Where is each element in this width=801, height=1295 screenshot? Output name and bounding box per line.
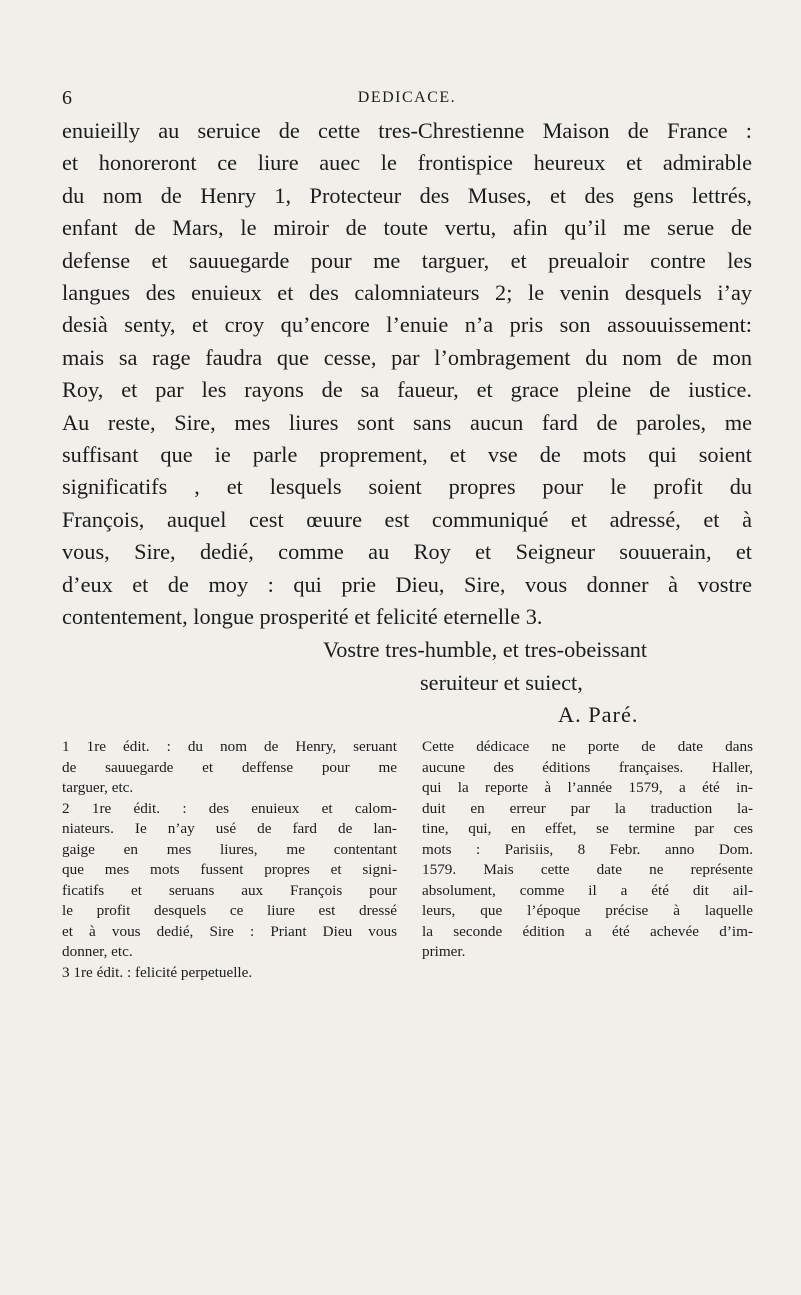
text-line: contentement, longue prosperité et felicité eternelle 3. xyxy=(62,604,543,630)
footnote-line: ficatifs et seruans aux François pour xyxy=(62,881,397,899)
footnote-line: le profit desquels ce liure est dressé xyxy=(62,902,397,919)
text-line: significatifs , et lesquels soient propres pour le profit du xyxy=(62,474,752,500)
footnote-line: absolument, comme il a été dit ail- xyxy=(422,881,753,899)
footnote-line: tine, qui, en effet, se termine par ces xyxy=(422,820,753,837)
text-line: suffisant que ie parle proprement, et vse de mots qui soient xyxy=(62,442,752,468)
text-line: d’eux et de moy : qui prie Dieu, Sire, vous donner à vostre xyxy=(62,571,752,597)
text-line: vous, Sire, dedié, comme au Roy et Seigneur souuerain, et xyxy=(62,539,752,565)
text-line: mais sa rage faudra que cesse, par l’ombragement du nom de mon xyxy=(62,344,752,370)
dedication-text xyxy=(62,115,752,634)
text-line: du nom de Henry 1, Protecteur des Muses, et des gens lettrés, xyxy=(62,182,752,208)
text-line: desià senty, et croy qu’encore l’enuie n’a pris son assouuissement: xyxy=(62,312,752,338)
footnote-line: 1579. Mais cette date ne représente xyxy=(422,861,753,878)
text-line: et honoreront ce liure auec le frontispice heureux et admirable xyxy=(62,150,752,176)
page-header xyxy=(62,87,752,117)
footnote-line: primer. xyxy=(422,943,466,960)
footnote-line: 1 1re édit. : du nom de Henry, seruant xyxy=(62,738,397,755)
footnote-line: donner, etc. xyxy=(62,943,133,960)
footnote-line: mots : Parisiis, 8 Febr. anno Dom. xyxy=(422,840,753,858)
footnote-line: la seconde édition a été achevée d’im- xyxy=(422,922,753,940)
footnote-line: Cette dédicace ne porte de date dans xyxy=(422,738,753,755)
running-head: DEDICACE. xyxy=(357,89,457,106)
text-line: François, auquel cest œuure est communiqué et adressé, et à xyxy=(62,506,752,532)
text-line: enuieilly au seruice de cette tres-Chrestienne Maison de France : xyxy=(62,118,752,143)
text-line: langues des enuieux et des calomniateurs 2; le venin desquels i’ay xyxy=(62,280,752,306)
text-line: Roy, et par les rayons de sa faueur, et grace pleine de iustice. xyxy=(62,377,752,403)
footnote-line: 3 1re édit. : felicité perpetuelle. xyxy=(62,963,253,981)
text-line: Au reste, Sire, mes liures sont sans aucun fard de paroles, me xyxy=(62,409,752,435)
footnote-line: de sauuegarde et deffense pour me xyxy=(62,758,397,776)
footnote-line: niateurs. Ie n’ay usé de fard de lan- xyxy=(62,820,397,837)
footnote-line: aucune des éditions françaises. Haller, xyxy=(422,758,753,776)
footnote-line: gaige en mes liures, me contentant xyxy=(62,840,397,858)
page-number: 6 xyxy=(62,87,72,109)
signature: A. Paré. xyxy=(558,702,639,727)
footnote-line: qui la reporte à l’année 1579, a été in- xyxy=(422,779,753,796)
text-line: defense et sauuegarde pour me targuer, et preualoir contre les xyxy=(62,247,752,273)
footnotes-left xyxy=(62,737,397,983)
footnote-line: duit en erreur par la traduction la- xyxy=(422,799,753,817)
footnote-line: 2 1re édit. : des enuieux et calom- xyxy=(62,799,397,817)
footnote-line: et à vous dedié, Sire : Priant Dieu vous xyxy=(62,922,397,940)
footnote-line: que mes mots fussent propres et signi- xyxy=(62,861,397,878)
closing-line: Vostre tres-humble, et tres-obeissant xyxy=(323,637,648,662)
footnotes-right xyxy=(422,737,753,963)
footnote-line: targuer, etc. xyxy=(62,779,134,796)
footnote-line: leurs, que l’époque précise à laquelle xyxy=(422,902,753,919)
text-line: enfant de Mars, le miroir de toute vertu, afin qu’il me serue de xyxy=(62,215,752,241)
closing-line-2: seruiteur et suiect, xyxy=(420,670,583,695)
